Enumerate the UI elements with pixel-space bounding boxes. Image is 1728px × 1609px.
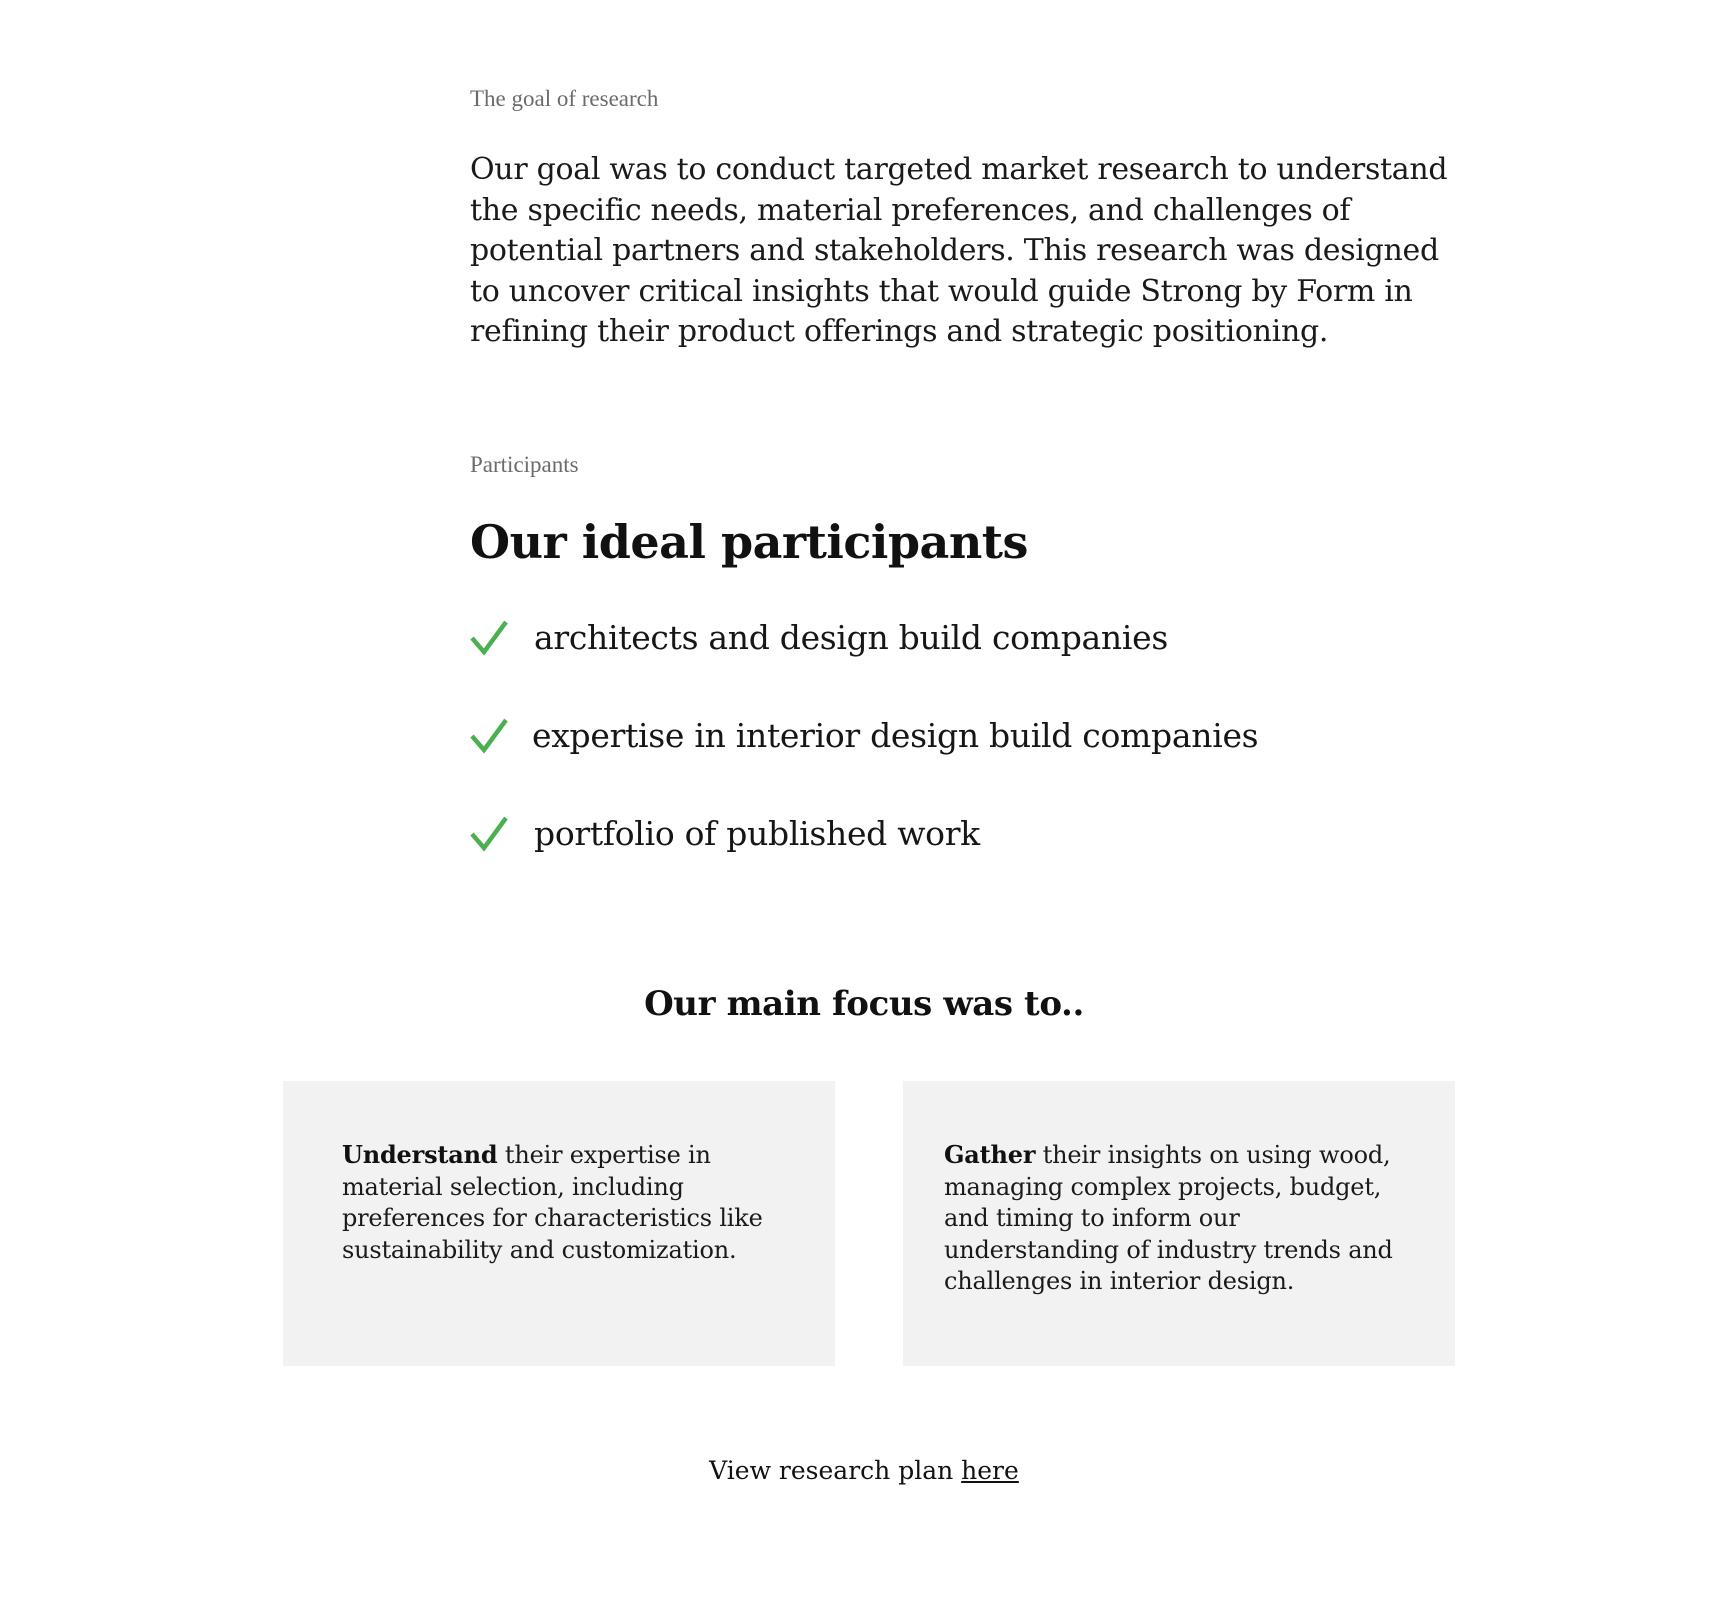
goal-eyebrow: The goal of research xyxy=(470,86,659,111)
list-item xyxy=(470,804,1460,864)
list-item xyxy=(470,608,1460,668)
focus-card-lead: Gather xyxy=(944,1140,1036,1169)
focus-card-text xyxy=(944,1139,1415,1298)
check-icon xyxy=(470,718,508,754)
focus-card-understand xyxy=(283,1081,835,1366)
focus-card-lead: Understand xyxy=(342,1140,498,1169)
focus-card-body: their insights on using wood, managing complex projects, budget, and timing to inform our understanding of industry trends and challenges in interior design. xyxy=(944,1141,1393,1295)
check-icon xyxy=(470,620,508,656)
research-plan-link[interactable]: here xyxy=(961,1456,1019,1485)
participants-checklist xyxy=(470,608,1460,864)
goal-body: Our goal was to conduct targeted market research to understand the specific needs, material preferences, and challenges of potential partners and stakeholders. This research was designed to uncover critical insights that would guide Strong by Form in refining their product offerings and strategic positioning. xyxy=(470,152,1448,349)
research-plan-prefix: View research plan xyxy=(709,1456,962,1485)
list-item-label: architects and design build companies xyxy=(534,618,1168,657)
participants-section xyxy=(470,450,1460,902)
check-icon xyxy=(470,816,508,852)
participants-title: Our ideal participants xyxy=(470,515,1028,569)
list-item-label: expertise in interior design build companies xyxy=(532,716,1259,755)
goal-section xyxy=(470,84,1460,353)
research-plan-line xyxy=(0,1454,1728,1488)
focus-card-gather xyxy=(903,1081,1455,1366)
list-item-label: portfolio of published work xyxy=(534,814,980,853)
list-item xyxy=(470,706,1460,766)
focus-card-body: their expertise in material selection, including preferences for characteristics like sustainability and customization. xyxy=(342,1141,763,1264)
participants-eyebrow: Participants xyxy=(470,452,579,477)
focus-card-text xyxy=(342,1139,781,1266)
focus-title: Our main focus was to.. xyxy=(644,984,1084,1024)
